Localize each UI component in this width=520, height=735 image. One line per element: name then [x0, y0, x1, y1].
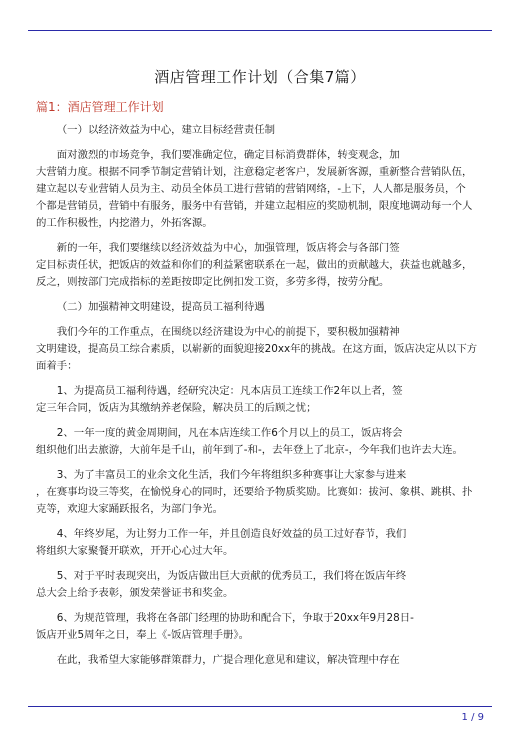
text-line: 的工作积极性，内挖潜力，外拓客源。 [36, 217, 213, 229]
text-line: 1、为提高员工福利待遇，经研究决定：凡本店员工连续工作2年以上者，签 [56, 385, 403, 397]
list-item [36, 526, 484, 560]
text-line: 在此，我希望大家能够群策群力，广提合理化意见和建议，解决管理中存在 [56, 654, 400, 666]
document-title: 酒店管理工作计划（合集7篇） [154, 68, 366, 86]
top-border-line [28, 30, 492, 31]
text-line: 面着手： [36, 360, 78, 372]
text-line: 大营销力度。根据不同季节制定营销计划，注意稳定老客户，发展新客源，重新整合营销队伍， [36, 166, 473, 178]
list-item [36, 467, 484, 518]
text-line: 5、对于平时表现突出，为饭店做出巨大贡献的优秀员工，我们将在饭店年终 [56, 570, 407, 582]
text-line: 新的一年，我们要继续以经济效益为中心，加强管理，饭店将会与各部门签 [56, 242, 400, 254]
page-indicator: 1 / 9 [461, 712, 484, 723]
text-line: 4、年终岁尾，为让努力工作一年，并且创造良好效益的员工过好春节，我们 [56, 528, 407, 540]
text-line: 反之，则按部门完成指标的差距按即定比例扣发工资，多劳多得，按劳分配。 [36, 276, 390, 288]
paragraph [36, 652, 484, 669]
chapter-heading: 篇1：酒店管理工作计划 [36, 100, 164, 114]
list-item [36, 383, 484, 417]
paragraph [36, 147, 484, 232]
text-line: 将组织大家聚餐开联欢，开开心心过大年。 [36, 545, 234, 557]
paragraph [36, 240, 484, 291]
section-heading [36, 122, 484, 139]
text-line: 我们今年的工作重点，在围绕以经济建设为中心的前提下，要积极加强精神 [56, 326, 400, 338]
text-line: （一）以经济效益为中心，建立目标经营责任制 [56, 124, 275, 136]
text-line: 组织他们出去旅游，大前年是千山，前年到了-和-，去年登上了北京-，今年我们也许去大连。 [36, 444, 463, 456]
list-item [36, 610, 484, 644]
text-line: 个都是营销员，营销中有服务，服务中有营销，并建立起相应的奖励机制，限度地调动每一个人 [36, 200, 473, 212]
text-line: ，在赛事均设三等奖，在愉悦身心的同时，还要给予物质奖励。比赛如：拔河、象棋、跳棋、扑 [36, 486, 473, 498]
text-line: 面对激烈的市场竞争，我们要准确定位，确定目标消费群体，转变观念，加 [56, 149, 400, 161]
text-line: 3、为了丰富员工的业余文化生活，我们今年将组织多种赛事让大家参与进来 [56, 469, 407, 481]
text-line: 6、为规范管理，我将在各部门经理的协助和配合下，争取于20xx年9月28日- [56, 612, 414, 624]
text-line: 2、一年一度的黄金周期间，凡在本店连续工作6个月以上的员工，饭店将会 [56, 427, 403, 439]
section-heading [36, 299, 484, 316]
bottom-border-line [28, 706, 492, 707]
text-line: 建立起以专业营销人员为主、动员全体员工进行营销的营销网络，-上下，人人都是服务员，个 [36, 183, 466, 195]
text-line: 克等，欢迎大家踊跃报名，为部门争光。 [36, 503, 224, 515]
text-line: 饭店开业5周年之日，奉上《-饭店管理手册》。 [36, 629, 249, 641]
list-item [36, 568, 484, 602]
text-line: 文明建设，提高员工综合素质，以崭新的面貌迎接20xx年的挑战。在这方面，饭店决定从以下方 [36, 343, 478, 355]
text-line: 定三年合同，饭店为其缴纳养老保险，解决员工的后顾之忧； [36, 402, 317, 414]
list-item [36, 425, 484, 459]
paragraph [36, 324, 484, 375]
text-line: 总大会上给予表彰，颁发荣誉证书和奖金。 [36, 587, 234, 599]
document-body [36, 122, 484, 677]
text-line: 定目标责任状，把饭店的效益和你们的利益紧密联系在一起，做出的贡献越大，获益也就越多， [36, 259, 473, 271]
text-line: （二）加强精神文明建设，提高员工福利待遇 [56, 301, 265, 313]
